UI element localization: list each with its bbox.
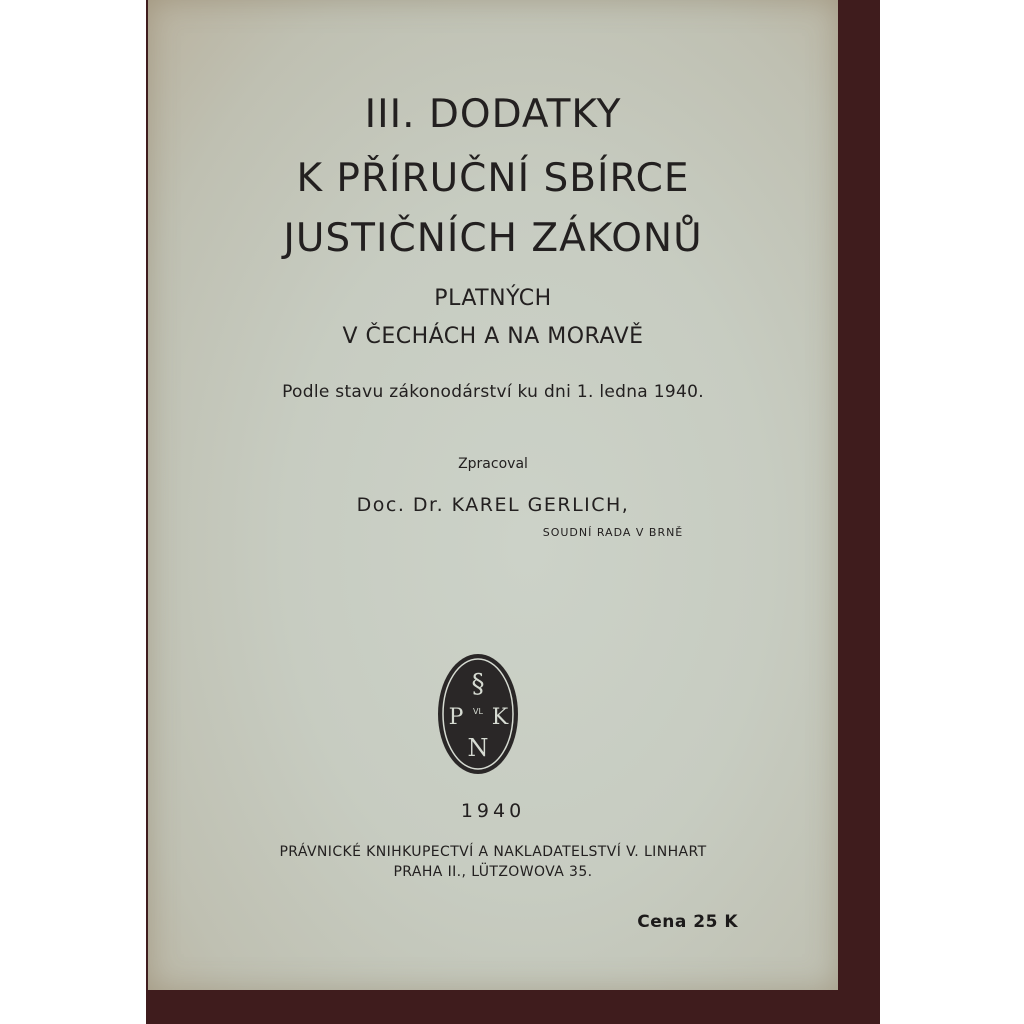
- price-label: Cena 25 K: [637, 912, 738, 932]
- publisher-address: PRAHA II., LÜTZOWOVA 35.: [393, 864, 593, 880]
- subtitle-line-1: PLATNÝCH: [434, 286, 552, 311]
- svg-text:K: K: [491, 705, 509, 730]
- title-line-1: III. DODATKY: [364, 92, 622, 137]
- publisher-name: PRÁVNICKÉ KNIHKUPECTVÍ A NAKLADATELSTVÍ V. LINHART: [279, 844, 707, 860]
- svg-text:§: §: [471, 669, 485, 699]
- compiled-by-label: Zpracoval: [458, 456, 528, 472]
- legislation-state-note: Podle stavu zákonodárství ku dni 1. ledna 1940.: [282, 382, 704, 402]
- publication-year: 1940: [460, 800, 526, 822]
- subtitle-line-2: V ČECHÁCH A NA MORAVĚ: [342, 324, 644, 349]
- author-name: Doc. Dr. KAREL GERLICH,: [356, 494, 630, 516]
- author-role: SOUDNÍ RADA V BRNĚ: [542, 526, 684, 539]
- svg-text:P: P: [448, 705, 464, 730]
- book-cover: [148, 0, 838, 990]
- svg-text:N: N: [467, 734, 489, 762]
- title-line-2: K PŘÍRUČNÍ SBÍRCE: [296, 156, 690, 201]
- publisher-monogram-icon: [436, 652, 520, 776]
- title-line-3: JUSTIČNÍCH ZÁKONŮ: [283, 216, 703, 261]
- svg-text:VL: VL: [473, 707, 483, 716]
